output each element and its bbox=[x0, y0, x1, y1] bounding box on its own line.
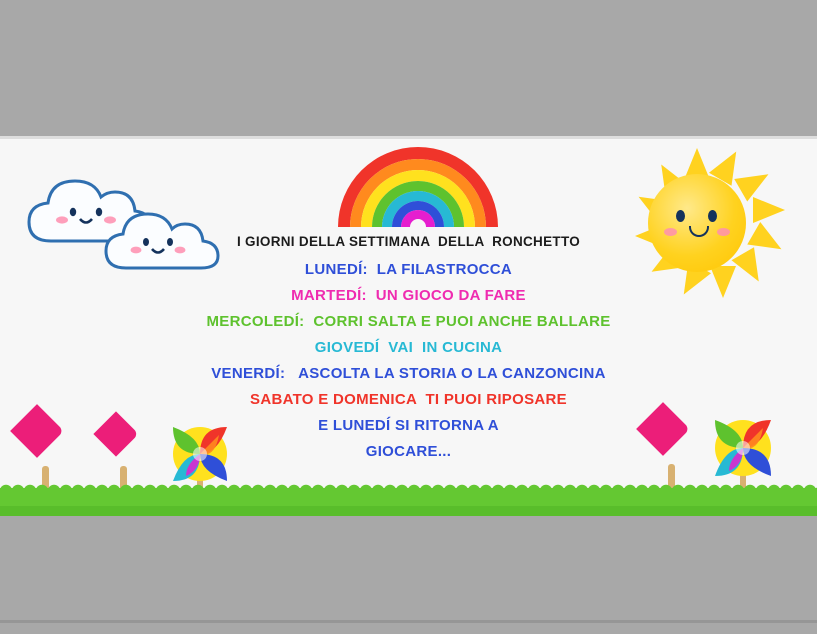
poster-image bbox=[0, 136, 817, 516]
grass-shadow bbox=[0, 506, 817, 516]
weekday-line-thursday: GIOVEDÍ VAI IN CUCINA bbox=[314, 339, 503, 356]
poster-blurred-reflection bbox=[0, 516, 817, 622]
grass-strip bbox=[0, 488, 817, 516]
rainbow-arc bbox=[338, 147, 498, 237]
weekday-line-tuesday: MARTEDÍ: UN GIOCO DA FARE bbox=[291, 287, 526, 304]
weekday-line-weekend: SABATO E DOMENICA TI PUOI RIPOSARE bbox=[250, 391, 567, 408]
weekday-line-wednesday: MERCOLEDÍ: CORRI SALTA E PUOI ANCHE BALLARE bbox=[206, 313, 611, 330]
weekday-line-monday: LUNEDÍ: LA FILASTROCCA bbox=[304, 261, 513, 278]
closing-line-2: GIOCARE... bbox=[365, 443, 452, 460]
closing-line-1: E LUNEDÍ SI RITORNA A bbox=[318, 417, 499, 434]
weekday-line-friday: VENERDÍ: ASCOLTA LA STORIA O LA CANZONCINA bbox=[211, 365, 606, 382]
poster-top-edge bbox=[0, 136, 817, 139]
poster-bottom-edge bbox=[0, 620, 817, 623]
page-title: I GIORNI DELLA SETTIMANA DELLA RONCHETTO bbox=[236, 234, 581, 249]
